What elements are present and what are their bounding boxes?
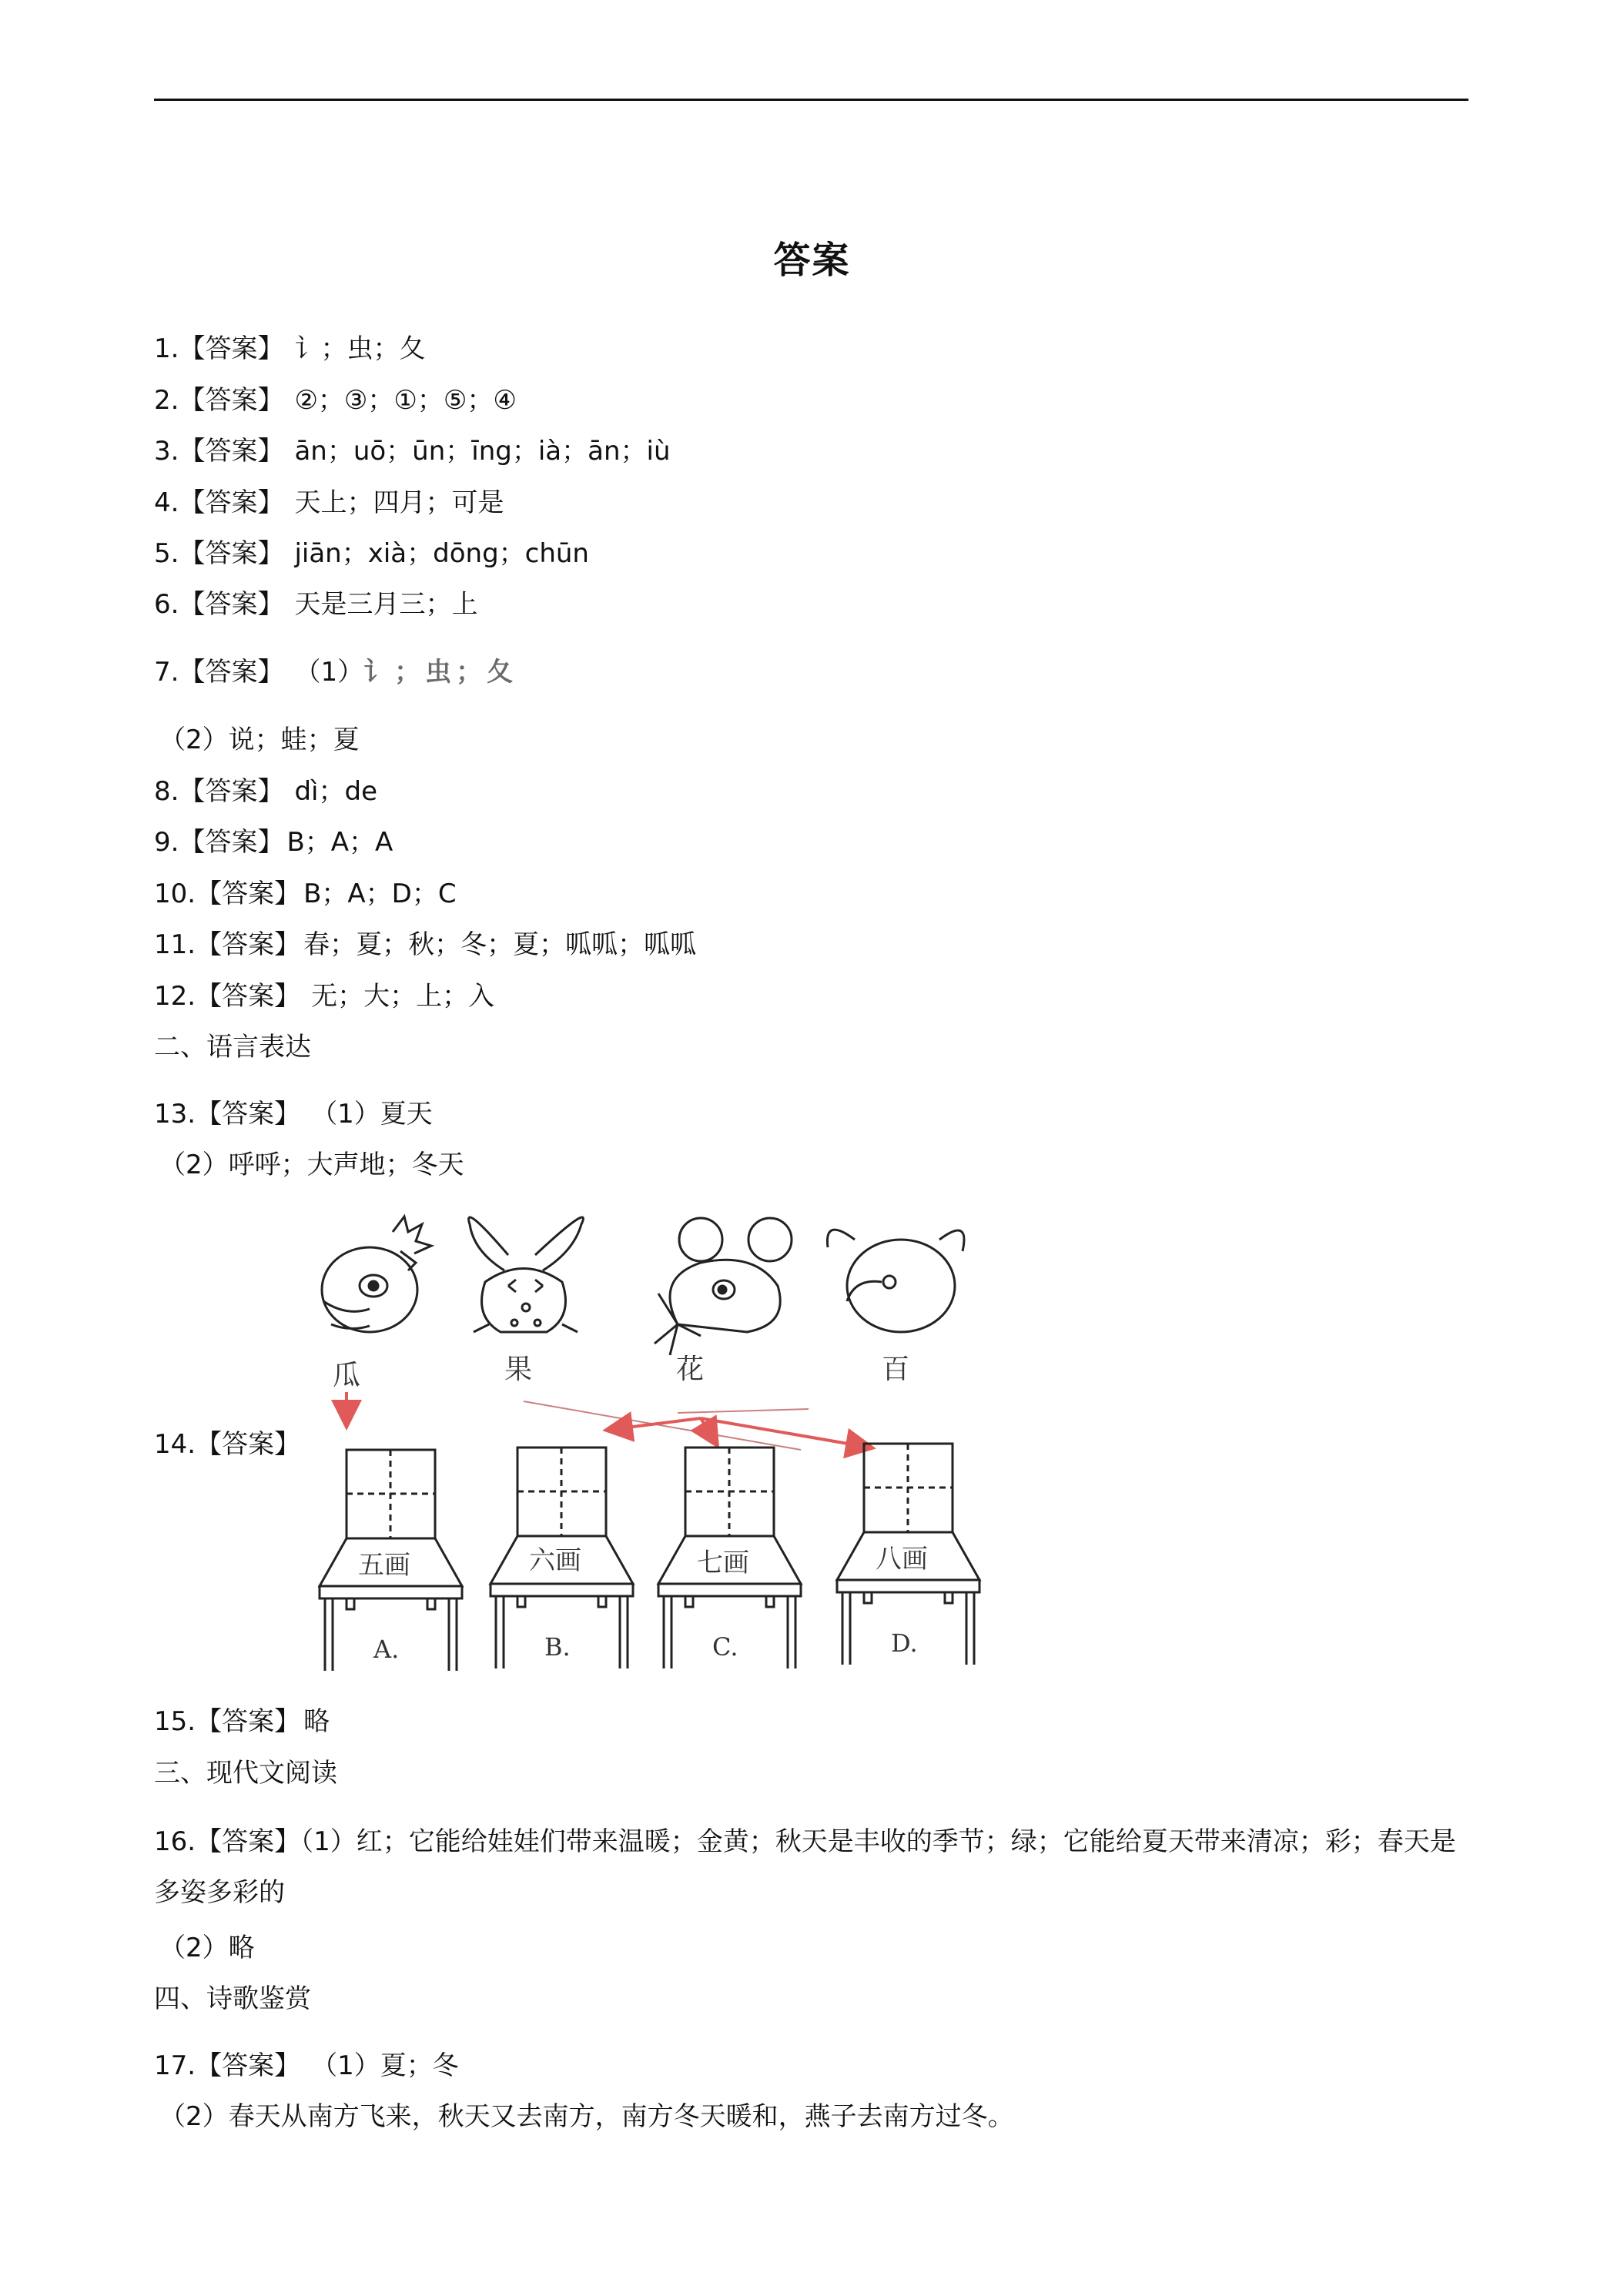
answer-line-12 xyxy=(154,979,494,1014)
answer-tag: 【答案】 xyxy=(196,1826,301,1857)
answer-tag: 【答案】 xyxy=(196,2050,301,2081)
answer-tag: 【答案】 xyxy=(196,879,301,909)
question-number: 3. xyxy=(154,436,179,467)
answer-tag: 【答案】 xyxy=(179,776,284,807)
answer-text: 无；大；上；入 xyxy=(311,981,495,1012)
question-number: 16. xyxy=(154,1826,196,1857)
answer-text: 天是三月三；上 xyxy=(294,589,478,620)
section-heading-3: 三、现代文阅读 xyxy=(154,1758,337,1789)
answer-line-17-part-2: （2）春天从南方飞来，秋天又去南方，南方冬天暖和，燕子去南方过冬。 xyxy=(159,2101,1014,2132)
answer-figure xyxy=(316,1209,986,1686)
option-label: C. xyxy=(712,1632,738,1662)
stroke-count-label: 五画 xyxy=(358,1550,410,1581)
answer-tag: 【答案】 xyxy=(179,657,284,688)
section-heading-4: 四、诗歌鉴赏 xyxy=(154,1983,311,2014)
mouse-head-icon xyxy=(655,1218,792,1355)
answer-text: jiān；xià；dōng；chūn xyxy=(294,538,589,569)
answer-line-1 xyxy=(154,331,425,366)
answer-line-7-part-2 xyxy=(159,722,360,758)
answer-tag: 【答案】 xyxy=(179,589,284,620)
answer-tag: 【答案】 xyxy=(196,929,301,960)
answer-text: （1）夏天 xyxy=(311,1099,433,1130)
answer-tag: 【答案】 xyxy=(196,1099,301,1130)
question-number: 17. xyxy=(154,2050,196,2081)
answer-tag: 【答案】 xyxy=(179,333,284,364)
question-number: 14. xyxy=(154,1429,196,1460)
question-number: 15. xyxy=(154,1706,196,1737)
answer-text: （1） xyxy=(294,657,364,688)
answer-line-5 xyxy=(154,536,589,571)
answer-tag: 【答案】 xyxy=(196,1706,301,1737)
answer-text: 讠；虫；夂 xyxy=(294,333,426,364)
option-label: B. xyxy=(544,1632,571,1662)
option-label: D. xyxy=(891,1628,918,1658)
answer-text: 略 xyxy=(303,1706,330,1737)
question-number: 1. xyxy=(154,333,179,364)
section-heading-2: 二、语言表达 xyxy=(154,1032,311,1063)
answer-image-text: 讠；虫；夂 xyxy=(363,657,518,688)
answer-line-6 xyxy=(154,587,477,622)
answer-line-3 xyxy=(154,433,671,469)
answer-tag: 【答案】 xyxy=(179,385,284,416)
answer-line-2 xyxy=(154,383,517,418)
answer-line-14 xyxy=(154,1427,300,1462)
answer-line-8 xyxy=(154,774,377,809)
answer-line-15 xyxy=(154,1704,330,1739)
answer-tag: 【答案】 xyxy=(179,436,284,467)
question-number: 4. xyxy=(154,487,179,518)
answer-text: B；A；D；C xyxy=(303,879,457,909)
page-title: 答案 xyxy=(773,239,851,282)
answer-line-17 xyxy=(154,2048,459,2083)
answer-text: 春；夏；秋；冬；夏；呱呱；呱呱 xyxy=(303,929,697,960)
answer-tag: 【答案】 xyxy=(196,981,301,1012)
answer-tag: 【答案】 xyxy=(179,538,284,569)
answer-text: （1）夏；冬 xyxy=(311,2050,459,2081)
answer-text: dì；de xyxy=(294,776,377,807)
question-number: 2. xyxy=(154,385,179,416)
answer-line-16-part-2: （2）略 xyxy=(159,1933,255,1963)
answer-line-7 xyxy=(154,654,517,690)
question-number: 5. xyxy=(154,538,179,569)
question-number: 9. xyxy=(154,827,179,858)
answer-text: B；A；A xyxy=(286,827,393,858)
answer-line-4 xyxy=(154,485,504,520)
rabbit-head-icon xyxy=(469,1217,584,1332)
stroke-count-label: 七画 xyxy=(697,1548,749,1578)
question-number: 13. xyxy=(154,1099,196,1130)
answer-text: ān；uō；ūn；īng；ià；ān；iù xyxy=(294,436,671,467)
answer-text: （2）说；蛙；夏 xyxy=(159,725,360,755)
answer-text: ②；③；①；⑤；④ xyxy=(294,385,517,416)
question-number: 10. xyxy=(154,879,196,909)
answer-tag: 【答案】 xyxy=(179,487,284,518)
character-label: 果 xyxy=(504,1354,533,1385)
answer-text: 天上；四月；可是 xyxy=(294,487,504,518)
question-number: 6. xyxy=(154,589,179,620)
character-label: 花 xyxy=(676,1354,705,1385)
option-label: A. xyxy=(373,1635,400,1664)
question-number: 11. xyxy=(154,929,196,960)
stroke-count-label: 六画 xyxy=(529,1545,581,1576)
matching-arrows xyxy=(347,1392,870,1450)
deer-head-icon xyxy=(827,1230,964,1332)
answer-tag: 【答案】 xyxy=(179,827,284,858)
answer-text: （1）红；它能给娃娃们带来温暖；金黄；秋天是丰收的季节；绿；它能给夏天带来清凉；彩；春天是多姿多彩的 xyxy=(154,1826,1456,1908)
answer-tag: 【答案】 xyxy=(196,1429,301,1460)
question-number: 8. xyxy=(154,776,179,807)
question-number: 12. xyxy=(154,981,196,1012)
answer-line-9 xyxy=(154,825,393,860)
answer-line-10 xyxy=(154,876,457,912)
character-label: 百 xyxy=(882,1354,910,1385)
answer-line-13 xyxy=(154,1096,433,1132)
character-label: 瓜 xyxy=(333,1360,361,1391)
stroke-count-label: 八画 xyxy=(876,1544,928,1575)
lion-head-icon xyxy=(322,1217,431,1332)
answer-line-16 xyxy=(154,1816,1471,1918)
question-number: 7. xyxy=(154,657,179,688)
header-rule xyxy=(154,99,1468,101)
answer-line-11 xyxy=(154,927,696,962)
answer-line-13-part-2: （2）呼呼；大声地；冬天 xyxy=(159,1150,464,1180)
